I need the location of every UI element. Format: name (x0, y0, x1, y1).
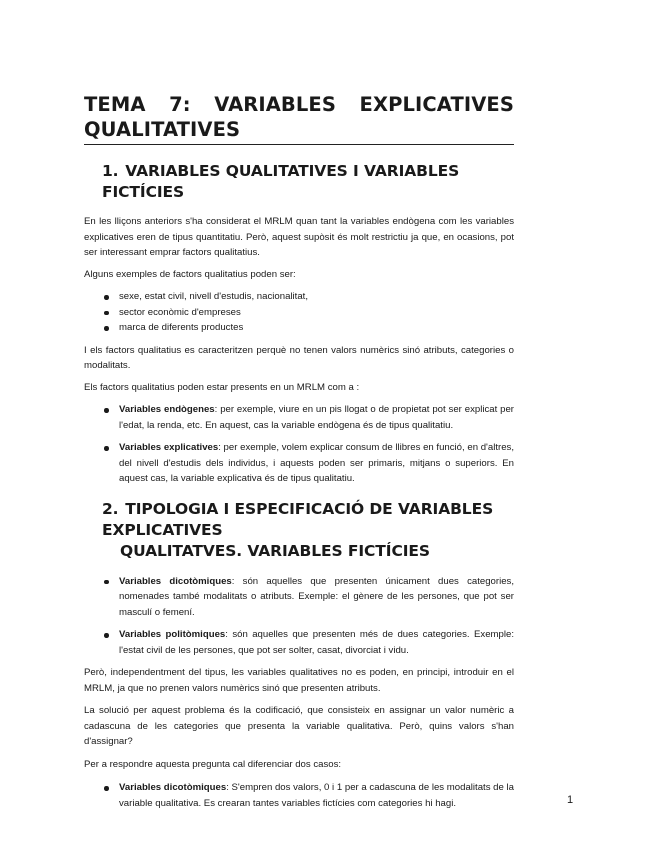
section-2-paragraph-1: Però, independentment del tipus, les variables qualitatives no es poden, en principi, introduir en el MRLM, ja que no prenen valors numèrics sinó que presenten atributs. (84, 667, 514, 694)
title-line-2: QUALITATIVES (84, 118, 241, 141)
section-1-number: 1. (102, 162, 119, 180)
document-title (84, 92, 514, 145)
section-2-paragraph-2: La solució per aquest problema és la codificació, que consisteix en assignar un valor numèric a cadascuna de les categories que presenta la variable qualitativa. Però, quins valors s'han d'assignar? (84, 705, 514, 747)
section-1-paragraph-4: Els factors qualitatius poden estar presents en un MRLM com a : (84, 381, 360, 393)
list-item: marca de diferents productes (84, 320, 514, 336)
section-2-paragraph-3: Per a respondre aquesta pregunta cal diferenciar dos casos: (84, 758, 342, 770)
page-number: 1 (567, 794, 574, 806)
page-content (84, 92, 514, 811)
section-1-paragraph-3: I els factors qualitatius es caracteritzen perquè no tenen valors numèrics sinó atributs, categories o modalitats. (84, 344, 514, 371)
section-2-title-line-1: TIPOLOGIA I ESPECIFICACIÓ DE VARIABLES EXPLICATIVES (102, 499, 494, 539)
section-2-number: 2. (102, 499, 119, 518)
title-word: TEMA (84, 93, 146, 116)
title-word: EXPLICATIVES (359, 93, 514, 116)
title-line-1 (84, 92, 514, 117)
term-polytomous: Variables politòmiques (119, 629, 226, 640)
list-item (84, 574, 514, 621)
presence-list (84, 402, 514, 487)
term-dichotomous: Variables dicotòmiques (119, 575, 232, 587)
examples-list (84, 289, 514, 336)
term-description: : per exemple, volem explicar consum de llibres en funció, en d'altres, del nivell d'estudis dels individus, i aquests poden ser primaris, mitjans o superiors. En aquest cas, la variable explicativa és de tipus qualitatiu. (119, 442, 514, 484)
list-item (84, 780, 514, 811)
list-item (84, 440, 514, 487)
section-2-heading (84, 499, 514, 562)
term-description: : són aquelles que presenten únicament dues categories, nomenades també modalitats o atributs. Exemple: el gènere de les persones, que pot ser masculí o femení. (119, 575, 514, 618)
section-1-paragraph-1: En les lliçons anteriors s'ha considerat el MRLM quan tant la variables endògena com les variables explicatives eren de tipus quantitatiu. Però, aquest supòsit és molt restrictiu ja que, en ocasions, pot ser interessant emprar factors qualitatius. (84, 216, 514, 258)
cases-list (84, 780, 514, 811)
list-item (84, 402, 514, 433)
section-2-title-line-2: QUALITATVES. VARIABLES FICTÍCIES (120, 541, 430, 560)
section-1-paragraph-2: Alguns exemples de factors qualitatius poden ser: (84, 268, 296, 280)
title-word: 7: (169, 93, 191, 116)
section-1-heading (84, 161, 514, 203)
term-description: : per exemple, viure en un pis llogat o de propietat pot ser explicat per l'edat, la renda, etc. En aquest, cas la variable endògena és de tipus qualitatiu. (119, 404, 514, 431)
title-word: VARIABLES (214, 93, 336, 116)
term-description: : són aquelles que presenten més de dues categories. Exemple: l'estat civil de les persones, que pot ser solter, casat, divorciat i vidu. (119, 629, 515, 656)
section-1-title: VARIABLES QUALITATIVES I VARIABLES FICTÍCIES (102, 162, 460, 201)
list-item: sector econòmic d'empreses (84, 305, 514, 321)
list-item: sexe, estat civil, nivell d'estudis, nacionalitat, (84, 289, 514, 305)
list-item (84, 627, 514, 658)
term-endogenous: Variables endògenes (119, 404, 215, 415)
term-explanatory: Variables explicatives (119, 442, 219, 453)
types-list (84, 574, 514, 659)
term-description: : S'empren dos valors, 0 i 1 per a cadascuna de les modalitats de la variable qualitativa. Es crearan tantes variables fictícies com categories hi hagi. (119, 782, 514, 809)
term-dichotomous-case: Variables dicotòmiques (119, 782, 227, 793)
